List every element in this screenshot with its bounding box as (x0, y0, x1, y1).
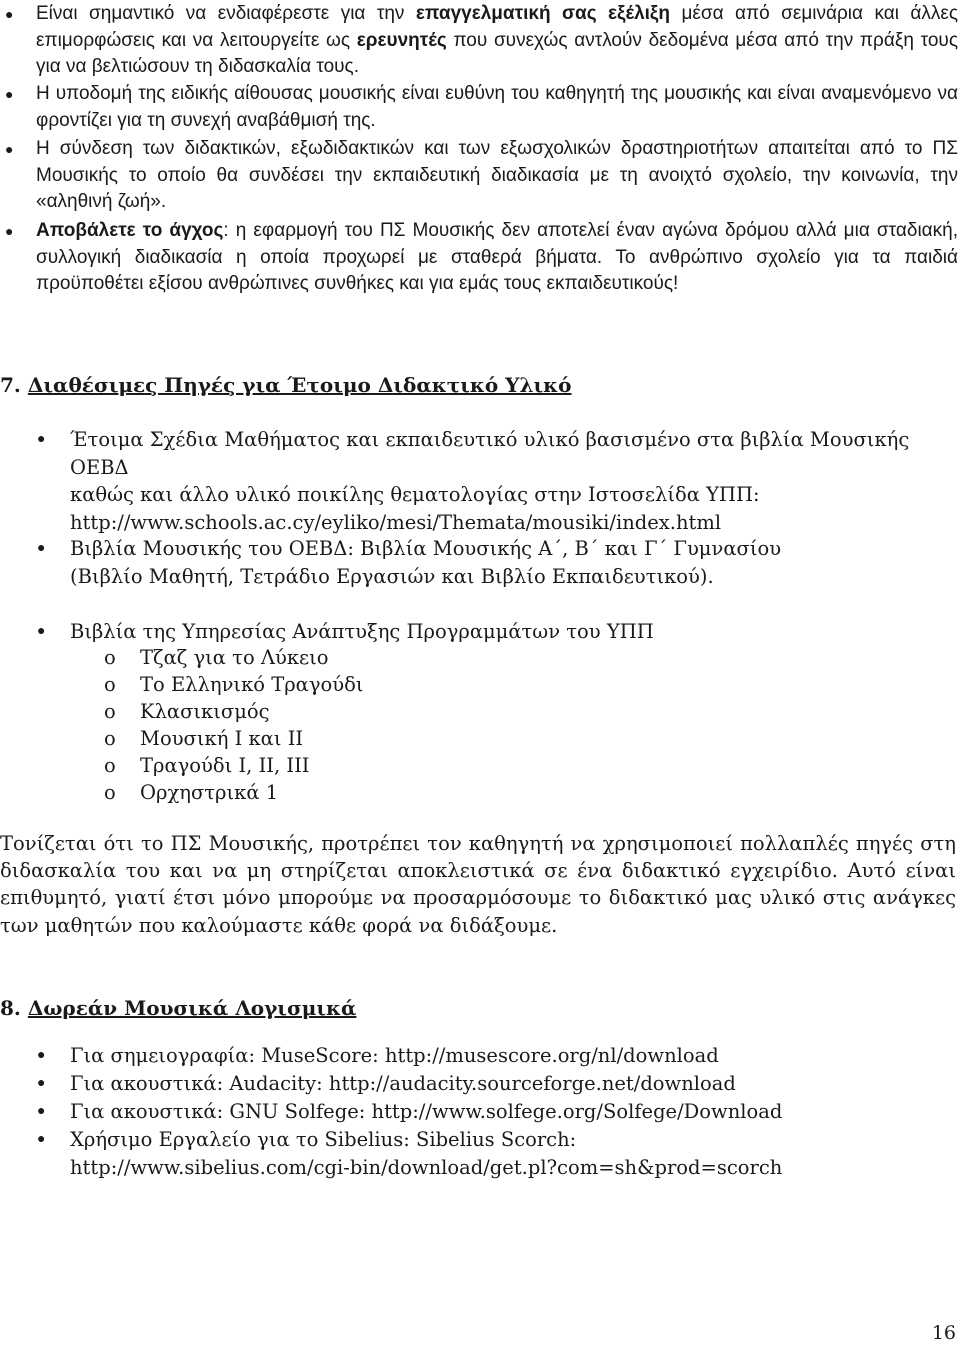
list-item: Έτοιμα Σχέδια Μαθήματος και εκπαιδευτικό υλικό βασισμένο στα βιβλία Μουσικής ΟΕΒΔ καθώς και άλλο υλικό ποικίλης θεματολογίας στην Ιστοσελίδα ΥΠΠ: http://www.schools.ac.cy/eyliko/mesi/Themata/mousiki/index.html (70, 426, 950, 536)
section-8-heading (0, 995, 356, 1021)
sub-bullet-icon: o (104, 673, 116, 696)
list-item: Είναι σημαντικό να ενδιαφέρεστε για την επαγγελματική σας εξέλιξη μέσα από σεμινάρια και άλλες επιμορφώσεις και να λειτουργείτε ως ερευνητές που συνεχώς αντλούν δεδομένα μέσα από την πράξη τους για να βελτιώσουν τη διδασκαλία τους. (36, 3, 958, 77)
url-text: http://www.sibelius.com/cgi-bin/download/get.pl?com=sh&prod=scorch (70, 1155, 783, 1179)
bullet-icon: ● (5, 6, 14, 22)
list-item: Βιβλία της Υπηρεσίας Ανάπτυξης Προγραμμάτων του ΥΠΠ (70, 620, 654, 643)
section-title: Διαθέσιμες Πηγές για Έτοιμο Διδακτικό Υλικό (27, 373, 572, 397)
bold-phrase: ερευνητές (356, 29, 447, 51)
sub-bullet-icon: o (104, 727, 116, 750)
sub-bullet-icon: o (104, 700, 116, 723)
bullet-icon: ● (5, 223, 14, 239)
list-item: Η σύνδεση των διδακτικών, εξωδιδακτικών και των εξωσχολικών δραστηριοτήτων απαιτείται από το ΠΣ Μουσικής το οποίο θα συνδέσει την εκπαιδευτική διαδικασία με τη ανοιχτό σχολείο, την κοινωνία, την «αληθινή ζωή». (36, 138, 958, 212)
list-item: Η υποδομή της ειδικής αίθουσας μουσικής είναι ευθύνη του καθηγητή της μουσικής και είναι αναμενόμενο να φροντίζει για τη συνεχή αναβάθμισή της. (36, 83, 958, 131)
sub-list-item: Κλασικισμός (140, 700, 270, 723)
bold-phrase: επαγγελματική σας εξέλιξη (415, 3, 670, 24)
bullet-icon: ● (37, 1048, 46, 1063)
bullet-icon: ● (5, 86, 14, 102)
bullet-icon: ● (37, 1104, 46, 1119)
body-paragraph: Τονίζεται ότι το ΠΣ Μουσικής, προτρέπει τον καθηγητή να χρησιμοποιεί πολλαπλές πηγές στη διδασκαλία του και να μη στηρίζεται αποκλειστικά σε ένα διδακτικό εγχειρίδιο. Αυτό είναι επιθυμητό, γιατί έτσι μόνο μπορούμε να προσαρμόσουμε το διδακτικό μας υλικό στις ανάγκες των μαθητών που καλούμαστε κάθε φορά να διδάξουμε. (0, 832, 956, 937)
page-number: 16 (931, 1322, 956, 1344)
list-item: Για σημειογραφία: MuseScore: http://musescore.org/nl/download (70, 1044, 719, 1067)
section-title: Δωρεάν Μουσικά Λογισμικά (27, 996, 357, 1020)
sub-bullet-icon: o (104, 781, 116, 804)
sub-list-item: Τραγούδι Ι, ΙΙ, ΙΙΙ (140, 754, 310, 777)
url-text: http://www.schools.ac.cy/eyliko/mesi/Themata/mousiki/index.html (70, 510, 722, 534)
list-item: Βιβλία Μουσικής του ΟΕΒΔ: Βιβλία Μουσικής Α΄, Β΄ και Γ΄ Γυμνασίου (Βιβλίο Μαθητή, Τετράδιο Εργασιών και Βιβλίο Εκπαιδευτικού). (70, 537, 782, 588)
bullet-icon: ● (37, 432, 46, 447)
section-number: 8. (0, 996, 21, 1020)
list-item: Για ακουστικά: Audacity: http://audacity.sourceforge.net/download (70, 1072, 736, 1095)
bullet-icon: ● (37, 1076, 46, 1091)
bullet-icon: ● (5, 141, 14, 157)
sub-list-item: Μουσική Ι και ΙΙ (140, 727, 304, 750)
list-item: Αποβάλετε το άγχος: η εφαρμογή του ΠΣ Μουσικής δεν αποτελεί έναν αγώνα δρόμου αλλά μια σταδιακή, συλλογική διαδικασία η οποία προχωρεί με σταθερά βήματα. Το ανθρώπινο σχολείο για τα παιδιά προϋποθέτει εξίσου ανθρώπινες συνθήκες και για εμάς τους εκπαιδευτικούς! (36, 220, 958, 294)
sub-bullet-icon: o (104, 754, 116, 777)
section-7-heading (0, 372, 571, 398)
sub-list-item: Τζαζ για το Λύκειο (140, 646, 329, 669)
sub-bullet-icon: o (104, 646, 116, 669)
list-item: Χρήσιμο Εργαλείο για το Sibelius: Sibelius Scorch: http://www.sibelius.com/cgi-bin/download/get.pl?com=sh&prod=scorch (70, 1126, 950, 1181)
sub-list-item: Το Ελληνικό Τραγούδι (140, 673, 364, 696)
bold-phrase: Αποβάλετε το άγχος (36, 220, 224, 241)
bullet-icon: ● (37, 624, 46, 639)
section-number: 7. (0, 373, 21, 397)
list-item: Για ακουστικά: GNU Solfege: http://www.solfege.org/Solfege/Download (70, 1100, 783, 1123)
bullet-icon: ● (37, 1132, 46, 1147)
sub-list-item: Ορχηστρικά 1 (140, 781, 279, 804)
bullet-icon: ● (37, 541, 46, 556)
